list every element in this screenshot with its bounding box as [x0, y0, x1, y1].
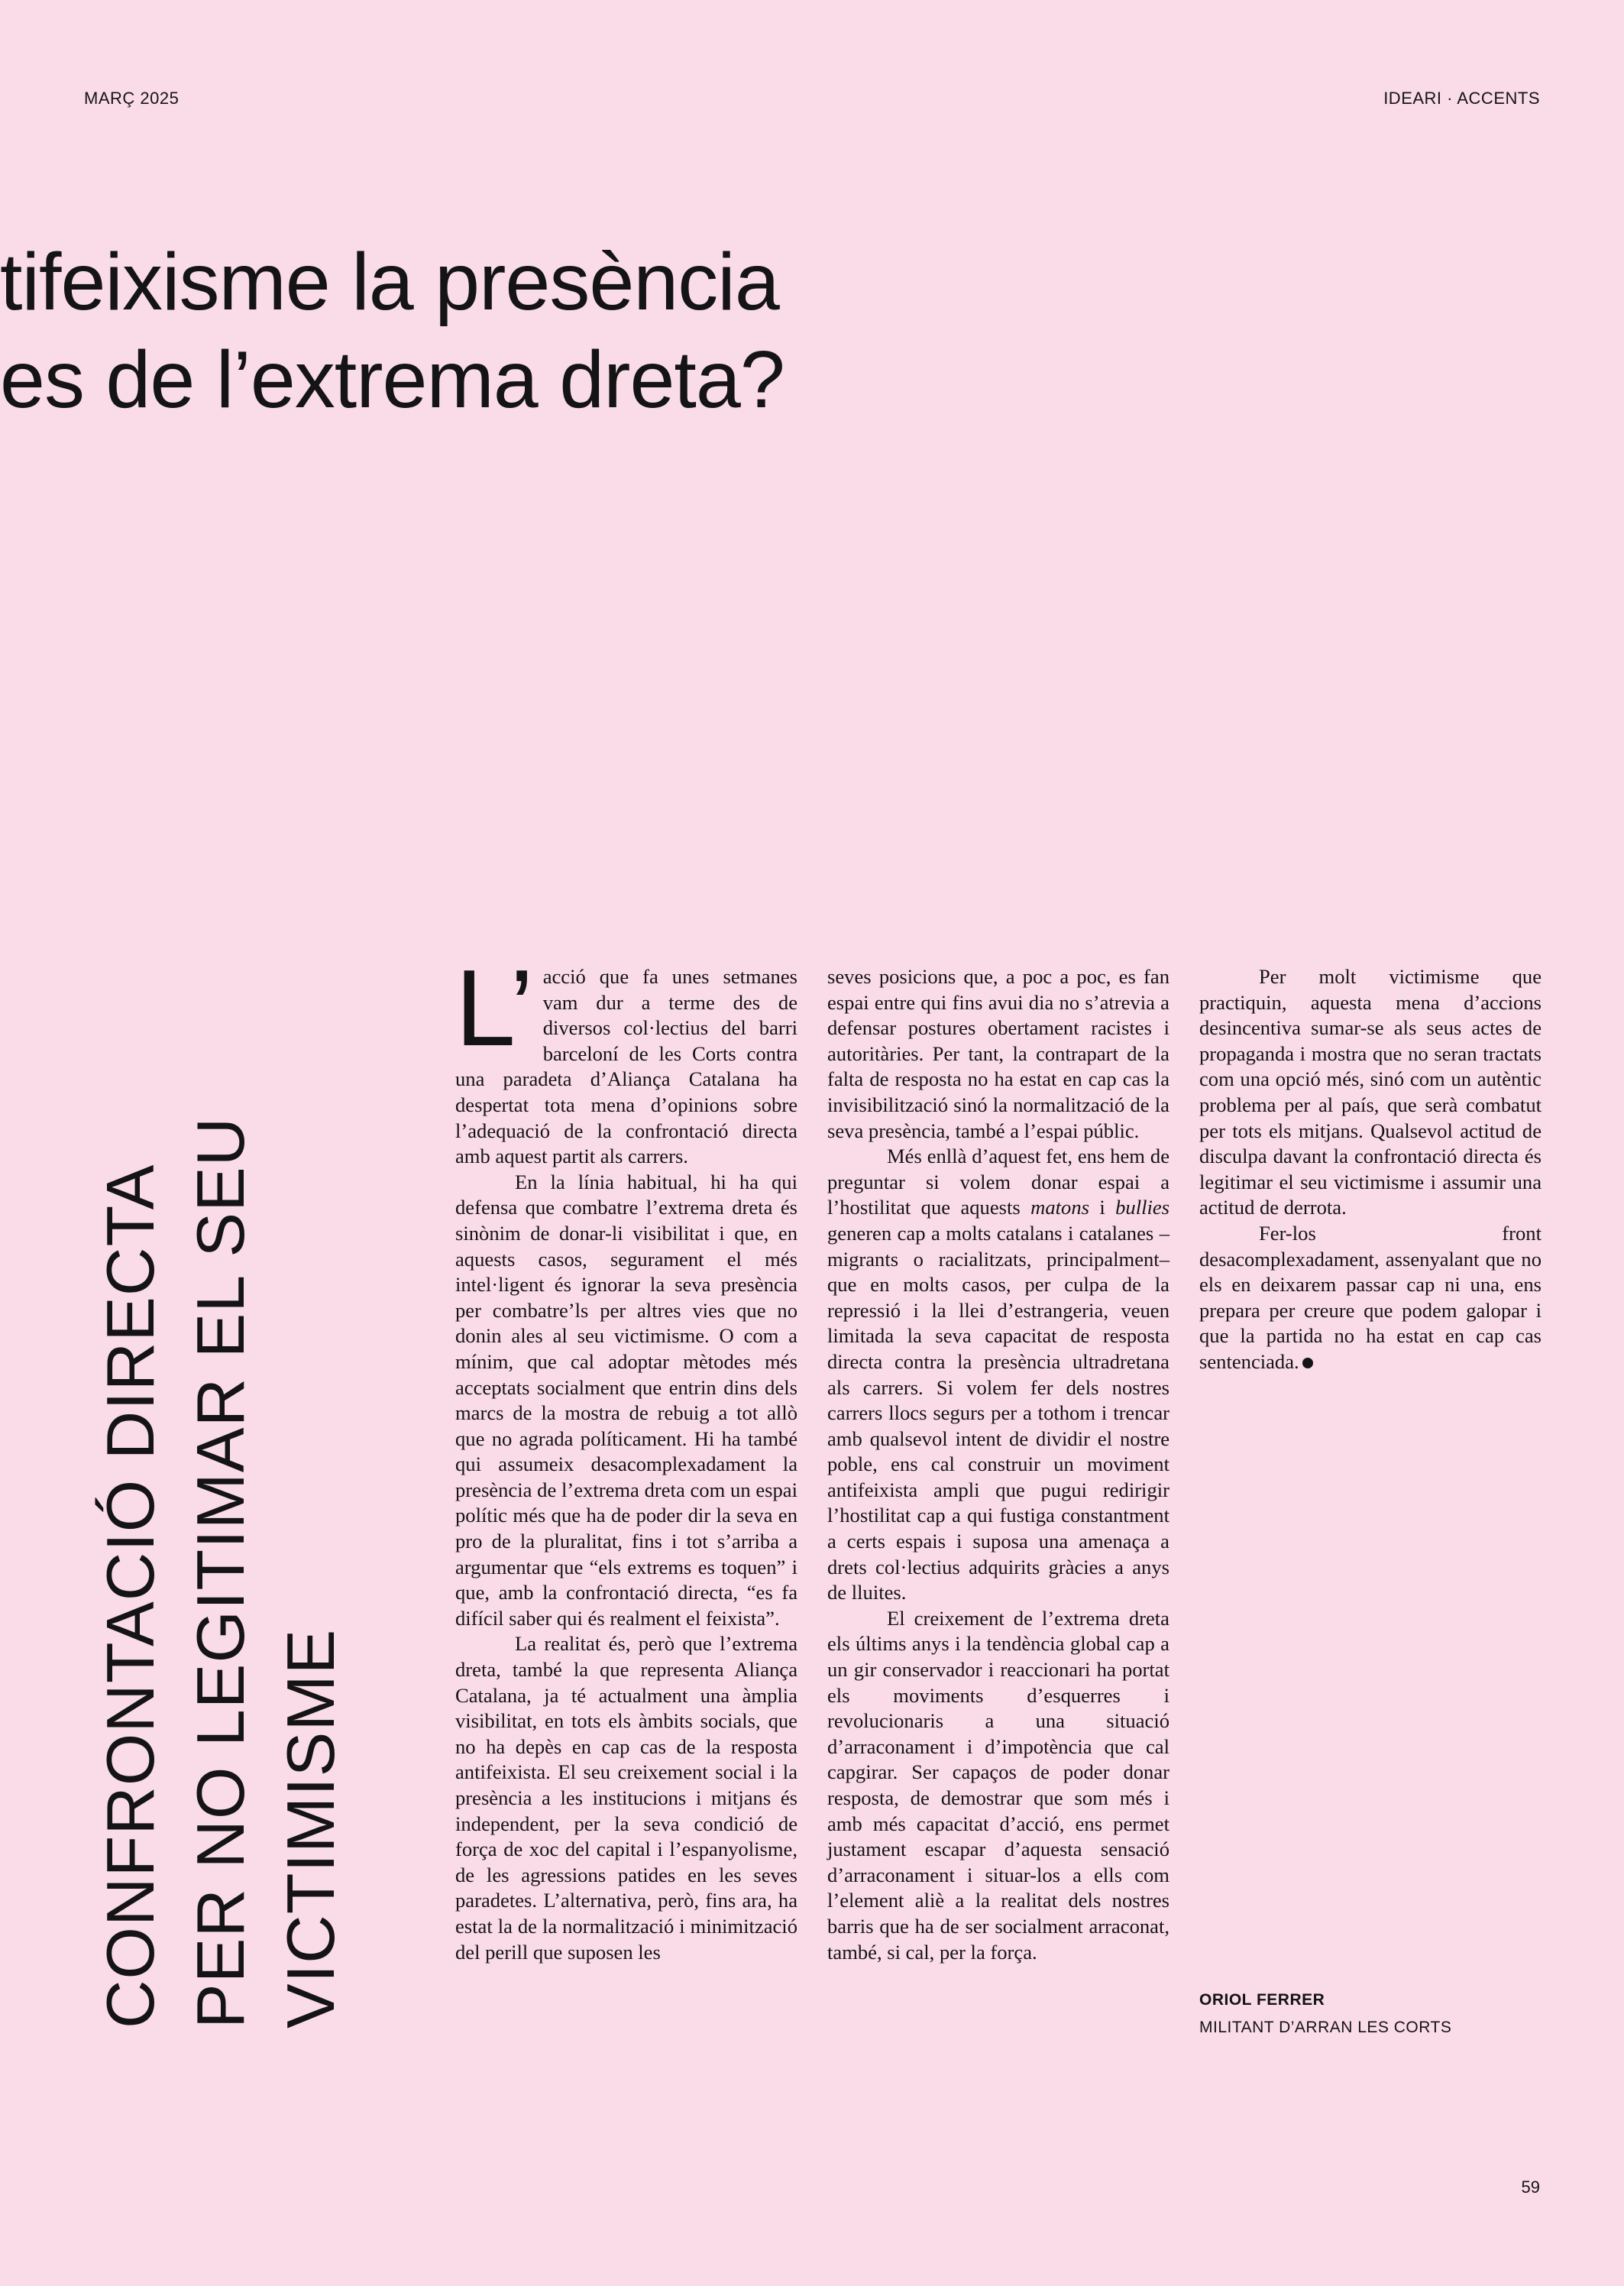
- italic-term: matons: [1030, 1196, 1089, 1219]
- headline-line-1: tifeixisme la presència: [0, 237, 779, 327]
- paragraph-text: generen cap a molts catalans i catalanes –migrants o racialitzats, principalment– que en molts casos, per culpa de la repressió i la llei d’estrangeria, veuen limitada la seva capacitat de resposta directa contra la presència ultradretana als carrers. Si volem fer dels nostres carrers llocs segurs per a tothom i trencar amb qualsevol intent de dividir el nostre poble, ens cal construir un moviment antifeixista ampli que pugui redirigir l’hostilitat cap a qui fustiga constantment a certs espais i suposa una amenaça a drets col·lectius adquirits gràcies a anys de lluites.: [827, 1221, 1169, 1604]
- section-label: IDEARI · ACCENTS: [1383, 89, 1540, 108]
- paragraph-text: Fer-los front desacomplexadament, assenyalant que no els en deixarem passar cap ni una, ens prepara per creure que podem galopar i que la partida no ha estat en cap cas sentenciada.: [1199, 1221, 1542, 1373]
- italic-term: bullies: [1115, 1196, 1170, 1219]
- article-column-2: [827, 964, 1169, 1965]
- vertical-title-line-1: CONFRONTACIÓ DIRECTA: [92, 1164, 168, 2029]
- paragraph: [455, 947, 797, 1170]
- paragraph-text: i: [1089, 1196, 1116, 1219]
- paragraph-text: acció que fa unes setmanes vam dur a terme des de diversos col·lectius del barri barceloní de les Corts contra una paradeta d’Aliança Catalana ha despertat tota mena d’opinions sobre l’adequació de la confrontació directa amb aquest partit als carrers.: [455, 965, 797, 1168]
- paragraph: seves posicions que, a poc a poc, es fan espai entre qui fins avui dia no s’atrevia a defensar postures obertament racistes i autoritàries. Per tant, la contrapart de la falta de resposta no ha estat en cap cas la invisibilització sinó la normalització de la seva presència, també a l’espai públic.: [827, 965, 1169, 1142]
- vertical-title-line-2: PER NO LEGITIMAR EL SEU: [183, 1116, 258, 2029]
- author-role: MILITANT D’ARRAN LES CORTS: [1199, 2019, 1452, 2036]
- issue-date: MARÇ 2025: [84, 89, 180, 108]
- paragraph: [1199, 1221, 1542, 1375]
- article-column-3: [1199, 964, 1542, 1375]
- vertical-title: [86, 959, 356, 2029]
- end-mark-icon: [1302, 1358, 1313, 1368]
- vertical-title-line-3: VICTIMISME: [273, 1628, 348, 2029]
- author-block: [1199, 1986, 1451, 2042]
- paragraph: La realitat és, però que l’extrema dreta, també la que representa Aliança Catalana, ja té actualment una àmplia visibilitat, en tots els àmbits socials, que no ha depès en cap cas de la resposta antifeixista. El seu creixement social i la presència a les institucions i mitjans és independent, per la seva condició de força de xoc del capital i l’espanyolisme, de les agressions patides en les seves paradetes. L’alternativa, però, fins ara, ha estat la de la normalització i minimització del perill que suposen les: [455, 1632, 797, 1964]
- paragraph: En la línia habitual, hi ha qui defensa que combatre l’extrema dreta és sinònim de donar-li visibilitat i que, en aquests casos, segurament el més intel·ligent és ignorar la seva presència per combatre’ls per altres vies que no donin ales al seu victimisme. O com a mínim, que cal adoptar mètodes més acceptats socialment que entrin dins dels marcs de la mostra de rebuig a tot allò que no agrada políticament. Hi ha també qui assumeix desacomplexadament la presència de l’extrema dreta com un espai polític més que ha de poder dir la seva en pro de la pluralitat, fins i tot s’arriba a argumentar que “els extrems es toquen” i que, amb la confrontació directa, “es fa difícil saber qui és realment el feixista”.: [455, 1170, 797, 1630]
- headline: [0, 233, 785, 429]
- article-column-1: [455, 947, 797, 1965]
- paragraph: Per molt victimisme que practiquin, aquesta mena d’accions desincentiva sumar-se als seus actes de propaganda i mostra que no seran tractats com una opció més, sinó com un autèntic problema per al país, que serà combatut per tots els mitjans. Qualsevol actitud de disculpa davant la confrontació directa és legitimar el seu victimisme i assumir una actitud de derrota.: [1199, 965, 1542, 1219]
- paragraph: [827, 1144, 1169, 1606]
- paragraph-text: Més enllà d’aquest fet, ens hem de preguntar si volem donar espai a l’hostilitat que aquests: [827, 1145, 1169, 1219]
- page-number: 59: [1521, 2178, 1540, 2197]
- paragraph: El creixement de l’extrema dreta els últims anys i la tendència global cap a un gir conservador i reaccionari ha portat els moviments d’esquerres i revolucionaris a una situació d’arraconament i d’impotència que cal capgirar. Ser capaços de poder donar resposta, de demostrar que som més i amb més capacitat d’acció, ens permet justament escapar d’aquesta sensació d’arraconament i situar-los a ells com l’element aliè a la realitat dels nostres barris que ha de ser socialment arraconat, també, si cal, per la força.: [827, 1606, 1169, 1964]
- headline-line-2: es de l’extrema dreta?: [0, 335, 785, 425]
- author-name: ORIOL FERRER: [1199, 1991, 1325, 2009]
- drop-cap: L’: [455, 947, 534, 1069]
